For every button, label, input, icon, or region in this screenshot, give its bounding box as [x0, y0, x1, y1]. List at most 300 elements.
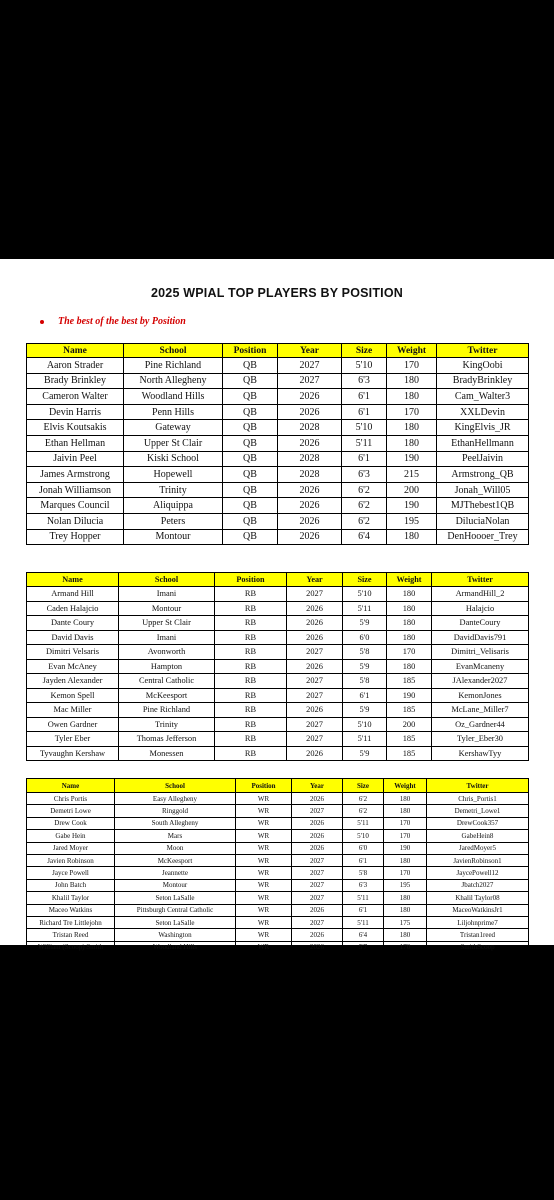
table-row: [27, 482, 529, 498]
subtitle: [44, 316, 186, 327]
column-header-weight: Weight: [387, 344, 437, 358]
cell-weight: 200: [387, 482, 437, 498]
table-row: [27, 854, 529, 866]
cell-twitter: SmithScoop: [427, 941, 529, 953]
cell-weight: 185: [387, 674, 432, 689]
document-page: [0, 259, 554, 952]
table-row: [27, 830, 529, 842]
table-row: [27, 941, 529, 953]
cell-name: Demetri Lowe: [27, 805, 115, 817]
cell-name: Tyvaughn Kershaw: [27, 746, 119, 761]
table-row: [27, 703, 529, 718]
cell-name: Jared Moyer: [27, 842, 115, 854]
table-row: [27, 630, 529, 645]
cell-position: RB: [215, 717, 287, 732]
column-header-size: Size: [343, 573, 387, 587]
cell-name: Nolan Dilucia: [27, 513, 124, 529]
table-row: [27, 904, 529, 916]
cell-twitter: Khalil Taylor08: [427, 892, 529, 904]
cell-twitter: DrewCook357: [427, 817, 529, 829]
cell-name: Richard Tre Littlejohn: [27, 916, 115, 928]
cell-size: 6'1: [343, 904, 384, 916]
cell-size: 5'11: [343, 916, 384, 928]
column-header-school: School: [115, 779, 236, 793]
cell-year: 2026: [292, 904, 343, 916]
table-row: [27, 435, 529, 451]
cell-school: Trinity: [119, 717, 215, 732]
cell-weight: 180: [384, 793, 427, 805]
cell-size: 6'3: [342, 373, 387, 389]
cell-position: RB: [215, 645, 287, 660]
cell-school: North Allegheny: [124, 373, 223, 389]
table-row: [27, 645, 529, 660]
cell-school: Trinity: [124, 482, 223, 498]
cell-size: 5'9: [343, 616, 387, 631]
cell-position: RB: [215, 703, 287, 718]
cell-school: McKeesport: [115, 854, 236, 866]
cell-twitter: Cam_Walter3: [437, 389, 529, 405]
cell-weight: 180: [384, 854, 427, 866]
column-header-position: Position: [215, 573, 287, 587]
cell-year: 2027: [278, 373, 342, 389]
cell-position: RB: [215, 688, 287, 703]
column-header-position: Position: [236, 779, 292, 793]
cell-year: 2027: [292, 879, 343, 891]
cell-name: Cameron Walter: [27, 389, 124, 405]
cell-position: WR: [236, 817, 292, 829]
cell-year: 2027: [287, 587, 343, 602]
cell-weight: 180: [384, 805, 427, 817]
document-title: 2025 WPIAL TOP PLAYERS BY POSITION: [150, 286, 404, 300]
cell-year: 2026: [287, 746, 343, 761]
table-row: [27, 587, 529, 602]
cell-position: WR: [236, 830, 292, 842]
cell-size: 6'2: [342, 498, 387, 514]
cell-twitter: Halajcio: [432, 601, 529, 616]
table-row: [27, 746, 529, 761]
cell-year: 2027: [278, 358, 342, 374]
table-row: [27, 674, 529, 689]
column-header-year: Year: [292, 779, 343, 793]
cell-weight: 190: [387, 498, 437, 514]
cell-school: Kiski School: [124, 451, 223, 467]
cell-twitter: PeelJaivin: [437, 451, 529, 467]
cell-twitter: XXLDevin: [437, 404, 529, 420]
cell-twitter: Demetri_Lowe1: [427, 805, 529, 817]
cell-twitter: KingElvis_JR: [437, 420, 529, 436]
cell-twitter: JavienRobinson1: [427, 854, 529, 866]
column-header-year: Year: [278, 344, 342, 358]
cell-name: Caden Halajcio: [27, 601, 119, 616]
cell-name: Javien Robinson: [27, 854, 115, 866]
column-header-school: School: [119, 573, 215, 587]
cell-twitter: BradyBrinkley: [437, 373, 529, 389]
cell-weight: 170: [384, 817, 427, 829]
cell-position: QB: [223, 451, 278, 467]
cell-year: 2026: [278, 513, 342, 529]
table-row: [27, 842, 529, 854]
cell-weight: 190: [387, 451, 437, 467]
cell-year: 2026: [287, 601, 343, 616]
cell-weight: 215: [387, 467, 437, 483]
table-row: [27, 793, 529, 805]
table-row: [27, 929, 529, 941]
table-row: [27, 420, 529, 436]
cell-name: Ethan Hellman: [27, 435, 124, 451]
cell-weight: 180: [387, 630, 432, 645]
cell-weight: 190: [384, 842, 427, 854]
cell-size: 6'3: [342, 467, 387, 483]
cell-weight: 170: [384, 941, 427, 953]
cell-year: 2026: [292, 793, 343, 805]
cell-position: QB: [223, 404, 278, 420]
cell-name: Aaron Strader: [27, 358, 124, 374]
cell-twitter: MaceoWatkinsJr1: [427, 904, 529, 916]
cell-name: David Davis: [27, 630, 119, 645]
cell-twitter: JaredMoyer5: [427, 842, 529, 854]
cell-year: 2026: [287, 616, 343, 631]
cell-year: 2027: [287, 732, 343, 747]
cell-size: 6'0: [343, 842, 384, 854]
cell-size: 5'9: [343, 746, 387, 761]
cell-size: 6'1: [342, 389, 387, 405]
cell-year: 2028: [278, 451, 342, 467]
cell-position: WR: [236, 793, 292, 805]
cell-twitter: EthanHellmann: [437, 435, 529, 451]
cell-name: Chris Portis: [27, 793, 115, 805]
cell-twitter: GabeHein8: [427, 830, 529, 842]
cell-position: RB: [215, 674, 287, 689]
column-header-size: Size: [343, 779, 384, 793]
column-header-year: Year: [287, 573, 343, 587]
cell-school: Mars: [115, 830, 236, 842]
cell-position: QB: [223, 373, 278, 389]
cell-twitter: Jonah_Will05: [437, 482, 529, 498]
cell-size: 6'1: [342, 404, 387, 420]
cell-school: Hampton: [119, 659, 215, 674]
cell-twitter: Tyler_Eber30: [432, 732, 529, 747]
cell-size: 6'2: [343, 805, 384, 817]
cell-weight: 195: [384, 879, 427, 891]
cell-weight: 185: [387, 732, 432, 747]
cell-position: QB: [223, 467, 278, 483]
cell-name: Evan McAney: [27, 659, 119, 674]
cell-name: James Armstrong: [27, 467, 124, 483]
table-row: [27, 451, 529, 467]
cell-twitter: KershawTyy: [432, 746, 529, 761]
cell-school: Ringgold: [115, 805, 236, 817]
cell-school: Montour: [115, 879, 236, 891]
cell-position: QB: [223, 529, 278, 545]
cell-school: Hopewell: [124, 467, 223, 483]
cell-weight: 200: [387, 717, 432, 732]
cell-school: McKeesport: [119, 688, 215, 703]
cell-size: 5'8: [343, 674, 387, 689]
cell-weight: 180: [387, 389, 437, 405]
cell-name: Kemon Spell: [27, 688, 119, 703]
cell-school: Washington: [115, 929, 236, 941]
cell-size: 5'9: [343, 659, 387, 674]
cell-school: Woodland Hills: [115, 941, 236, 953]
column-header-size: Size: [342, 344, 387, 358]
wr-table: [26, 778, 529, 954]
cell-school: Gateway: [124, 420, 223, 436]
table-row: [27, 892, 529, 904]
cell-school: Seton LaSalle: [115, 892, 236, 904]
cell-year: 2026: [287, 630, 343, 645]
cell-twitter: McLane_Miller7: [432, 703, 529, 718]
cell-name: Elvis Koutsakis: [27, 420, 124, 436]
qb-table: [26, 343, 529, 545]
cell-school: Penn Hills: [124, 404, 223, 420]
cell-name: Brady Brinkley: [27, 373, 124, 389]
column-header-name: Name: [27, 344, 124, 358]
cell-year: 2026: [278, 529, 342, 545]
cell-year: 2026: [287, 659, 343, 674]
cell-weight: 180: [384, 929, 427, 941]
cell-size: 6'4: [343, 929, 384, 941]
cell-school: Easy Allegheny: [115, 793, 236, 805]
cell-position: RB: [215, 587, 287, 602]
cell-size: 5'10: [342, 358, 387, 374]
cell-twitter: DavidDavis791: [432, 630, 529, 645]
cell-position: WR: [236, 892, 292, 904]
cell-school: Jeannette: [115, 867, 236, 879]
cell-name: Drew Cook: [27, 817, 115, 829]
cell-twitter: ArmandHill_2: [432, 587, 529, 602]
cell-position: RB: [215, 601, 287, 616]
cell-position: RB: [215, 616, 287, 631]
cell-year: 2027: [292, 867, 343, 879]
cell-position: WR: [236, 916, 292, 928]
cell-year: 2026: [278, 482, 342, 498]
cell-school: Thomas Jefferson: [119, 732, 215, 747]
cell-twitter: Chris_Portis1: [427, 793, 529, 805]
cell-name: Gabe Hein: [27, 830, 115, 842]
table-row: [27, 817, 529, 829]
cell-twitter: KemonJones: [432, 688, 529, 703]
cell-name: Jaivin Peel: [27, 451, 124, 467]
cell-position: QB: [223, 435, 278, 451]
cell-weight: 180: [387, 529, 437, 545]
cell-year: 2028: [278, 467, 342, 483]
cell-position: WR: [236, 929, 292, 941]
column-header-name: Name: [27, 779, 115, 793]
cell-size: 6'4: [342, 529, 387, 545]
cell-size: 5'8: [343, 867, 384, 879]
cell-school: Moon: [115, 842, 236, 854]
cell-size: 6'2: [342, 513, 387, 529]
cell-size: 5'10: [343, 587, 387, 602]
table-row: [27, 529, 529, 545]
table-row: [27, 513, 529, 529]
table-row: [27, 732, 529, 747]
column-header-position: Position: [223, 344, 278, 358]
cell-position: QB: [223, 513, 278, 529]
table-row: [27, 659, 529, 674]
cell-year: 2026: [278, 404, 342, 420]
cell-twitter: Dimitri_Velisaris: [432, 645, 529, 660]
cell-position: WR: [236, 941, 292, 953]
cell-size: 5'10: [343, 717, 387, 732]
cell-name: Dimitri Velsaris: [27, 645, 119, 660]
cell-year: 2027: [287, 717, 343, 732]
cell-school: Seton LaSalle: [115, 916, 236, 928]
column-header-twitter: Twitter: [427, 779, 529, 793]
cell-twitter: Jbatch2027: [427, 879, 529, 891]
cell-name: Devin Harris: [27, 404, 124, 420]
cell-size: 5'9: [343, 703, 387, 718]
table-row: [27, 805, 529, 817]
cell-size: 5'11: [343, 732, 387, 747]
cell-year: 2027: [292, 854, 343, 866]
cell-weight: 180: [387, 601, 432, 616]
cell-twitter: KingOobi: [437, 358, 529, 374]
cell-year: 2027: [287, 688, 343, 703]
table-row: [27, 916, 529, 928]
cell-weight: 180: [387, 420, 437, 436]
cell-school: Imani: [119, 587, 215, 602]
cell-name: Maceo Watkins: [27, 904, 115, 916]
cell-weight: 170: [387, 404, 437, 420]
cell-weight: 180: [387, 659, 432, 674]
cell-year: 2026: [287, 703, 343, 718]
cell-year: 2026: [292, 941, 343, 953]
cell-position: QB: [223, 498, 278, 514]
table-row: [27, 498, 529, 514]
cell-size: 6'1: [343, 854, 384, 866]
cell-school: South Allegheny: [115, 817, 236, 829]
cell-size: 6'0: [343, 630, 387, 645]
rb-table: [26, 572, 529, 761]
cell-year: 2027: [287, 674, 343, 689]
bullet-icon: [40, 320, 44, 324]
table-row: [27, 358, 529, 374]
table-row: [27, 688, 529, 703]
table-row: [27, 867, 529, 879]
cell-name: Jayce Powell: [27, 867, 115, 879]
cell-school: Montour: [124, 529, 223, 545]
cell-school: Peters: [124, 513, 223, 529]
cell-name: Jayden Alexander: [27, 674, 119, 689]
table-row: [27, 879, 529, 891]
cell-size: 5'11: [343, 601, 387, 616]
cell-weight: 180: [387, 587, 432, 602]
cell-size: 5'8: [343, 645, 387, 660]
cell-weight: 180: [384, 892, 427, 904]
cell-twitter: Armstrong_QB: [437, 467, 529, 483]
cell-year: 2028: [278, 420, 342, 436]
cell-school: Pittsburgh Central Catholic: [115, 904, 236, 916]
cell-name: Mac Miller: [27, 703, 119, 718]
table-row: [27, 601, 529, 616]
cell-year: 2027: [292, 916, 343, 928]
cell-position: RB: [215, 746, 287, 761]
cell-twitter: DiluciaNolan: [437, 513, 529, 529]
cell-year: 2027: [287, 645, 343, 660]
cell-size: 6'2: [343, 793, 384, 805]
column-header-school: School: [124, 344, 223, 358]
cell-twitter: MJThebest1QB: [437, 498, 529, 514]
cell-school: Pine Richland: [124, 358, 223, 374]
cell-name: Marques Council: [27, 498, 124, 514]
cell-size: 5'7: [343, 941, 384, 953]
cell-name: Tristan Reed: [27, 929, 115, 941]
cell-position: WR: [236, 805, 292, 817]
cell-name: Jonah Williamson: [27, 482, 124, 498]
cell-size: 5'10: [342, 420, 387, 436]
cell-school: Aliquippa: [124, 498, 223, 514]
column-header-twitter: Twitter: [437, 344, 529, 358]
cell-size: 5'11: [343, 892, 384, 904]
cell-name: John Batch: [27, 879, 115, 891]
cell-school: Monessen: [119, 746, 215, 761]
cell-name: Dante Coury: [27, 616, 119, 631]
cell-name: Owen Gardner: [27, 717, 119, 732]
cell-weight: 175: [384, 916, 427, 928]
cell-position: RB: [215, 630, 287, 645]
table-row: [27, 616, 529, 631]
cell-twitter: EvanMcaneny: [432, 659, 529, 674]
cell-school: Avonworth: [119, 645, 215, 660]
cell-twitter: DanteCoury: [432, 616, 529, 631]
cell-twitter: Tristan1reed: [427, 929, 529, 941]
cell-position: RB: [215, 732, 287, 747]
cell-year: 2026: [292, 929, 343, 941]
cell-position: WR: [236, 904, 292, 916]
cell-school: Woodland Hills: [124, 389, 223, 405]
cell-position: WR: [236, 854, 292, 866]
cell-twitter: JaycePowell12: [427, 867, 529, 879]
table-row: [27, 717, 529, 732]
table-row: [27, 467, 529, 483]
table-row: [27, 373, 529, 389]
column-header-twitter: Twitter: [432, 573, 529, 587]
cell-twitter: JAlexander2027: [432, 674, 529, 689]
cell-year: 2026: [278, 435, 342, 451]
subtitle-text: The best of the best by Position: [58, 316, 186, 327]
cell-school: Pine Richland: [119, 703, 215, 718]
cell-size: 6'1: [342, 451, 387, 467]
cell-year: 2027: [292, 805, 343, 817]
cell-school: Upper St Clair: [119, 616, 215, 631]
cell-weight: 180: [384, 904, 427, 916]
cell-twitter: DenHoooer_Trey: [437, 529, 529, 545]
cell-twitter: Liljohnprime7: [427, 916, 529, 928]
cell-weight: 170: [384, 830, 427, 842]
table-header-row: [27, 779, 529, 793]
cell-weight: 190: [387, 688, 432, 703]
cell-weight: 195: [387, 513, 437, 529]
cell-name: Trey Hopper: [27, 529, 124, 545]
table-row: [27, 404, 529, 420]
cell-weight: 185: [387, 703, 432, 718]
cell-weight: 180: [387, 373, 437, 389]
cell-year: 2027: [292, 892, 343, 904]
column-header-weight: Weight: [384, 779, 427, 793]
cell-name: William (Scoop) Smith: [27, 941, 115, 953]
cell-size: 6'2: [342, 482, 387, 498]
cell-school: Upper St Clair: [124, 435, 223, 451]
table-header-row: [27, 344, 529, 358]
cell-weight: 170: [384, 867, 427, 879]
column-header-weight: Weight: [387, 573, 432, 587]
cell-school: Imani: [119, 630, 215, 645]
cell-twitter: Oz_Gardner44: [432, 717, 529, 732]
cell-position: WR: [236, 867, 292, 879]
cell-school: Montour: [119, 601, 215, 616]
cell-weight: 170: [387, 645, 432, 660]
